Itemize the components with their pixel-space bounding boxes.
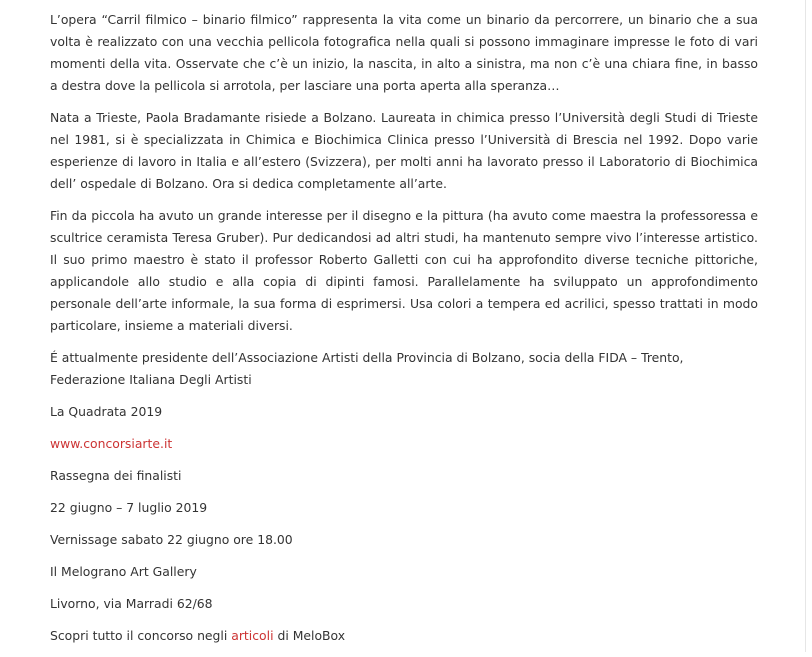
- content-right-border: [805, 0, 806, 652]
- gallery-name: Il Melograno Art Gallery: [50, 564, 197, 579]
- website-line: [50, 433, 758, 455]
- event-dates: 22 giugno – 7 luglio 2019: [50, 500, 208, 515]
- event-title: La Quadrata 2019: [50, 404, 163, 419]
- articles-link[interactable]: articoli: [231, 628, 274, 643]
- discover-prefix: Scopri tutto il concorso negli: [50, 628, 232, 643]
- artwork-description-paragraph: L’opera “Carril filmico – binario filmico” rappresenta la vita come un binario da percorrere, un binario che a sua volta è realizzato con una vecchia pellicola fotografica nella quali si possono immaginare impresse le foto di vari momenti della vita. Osservate che c’è un inizio, la nascita, in alto a sinistra, ma non c’è una chiara fine, in basso a destra dove la pellicola si arrotola, per lasciare una porta aperta alla speranza…: [50, 12, 758, 93]
- artist-biography-paragraph: Nata a Trieste, Paola Bradamante risiede a Bolzano. Laureata in chimica presso l’Università degli Studi di Trieste nel 1981, si è specializzata in Chimica e Biochimica Clinica presso l’Università di Brescia nel 1992. Dopo varie esperienze di lavoro in Italia e all’estero (Svizzera), per molti anni ha lavorato presso il Laboratorio di Biochimica dell’ ospedale di Bolzano. Ora si dedica completamente all’arte.: [50, 110, 758, 191]
- website-link[interactable]: www.concorsiarte.it: [50, 436, 173, 451]
- vernissage-info: Vernissage sabato 22 giugno ore 18.00: [50, 532, 293, 547]
- gallery-address: Livorno, via Marradi 62/68: [50, 596, 213, 611]
- discover-line: [50, 625, 758, 647]
- discover-suffix: di MeloBox: [273, 628, 346, 643]
- article-body: [50, 9, 758, 657]
- artist-role-paragraph: É attualmente presidente dell’Associazione Artisti della Provincia di Bolzano, socia della FIDA – Trento, Federazione Italiana Degli Artisti: [50, 350, 684, 387]
- review-label: Rassegna dei finalisti: [50, 468, 182, 483]
- artist-training-paragraph: Fin da piccola ha avuto un grande interesse per il disegno e la pittura (ha avuto come maestra la professoressa e scultrice ceramista Teresa Gruber). Pur dedicandosi ad altri studi, ha mantenuto sempre vivo l’interesse artistico. Il suo primo maestro è stato il professor Roberto Galletti con cui ha approfondito diverse tecniche pittoriche, applicandole allo studio e alla copia di dipinti famosi. Parallelamente ha sviluppato un approfondimento personale dell’arte informale, la sua forma di esprimersi. Usa colori a tempera ed acrilici, spesso trattati in modo particolare, insieme a materiali diversi.: [50, 208, 758, 333]
